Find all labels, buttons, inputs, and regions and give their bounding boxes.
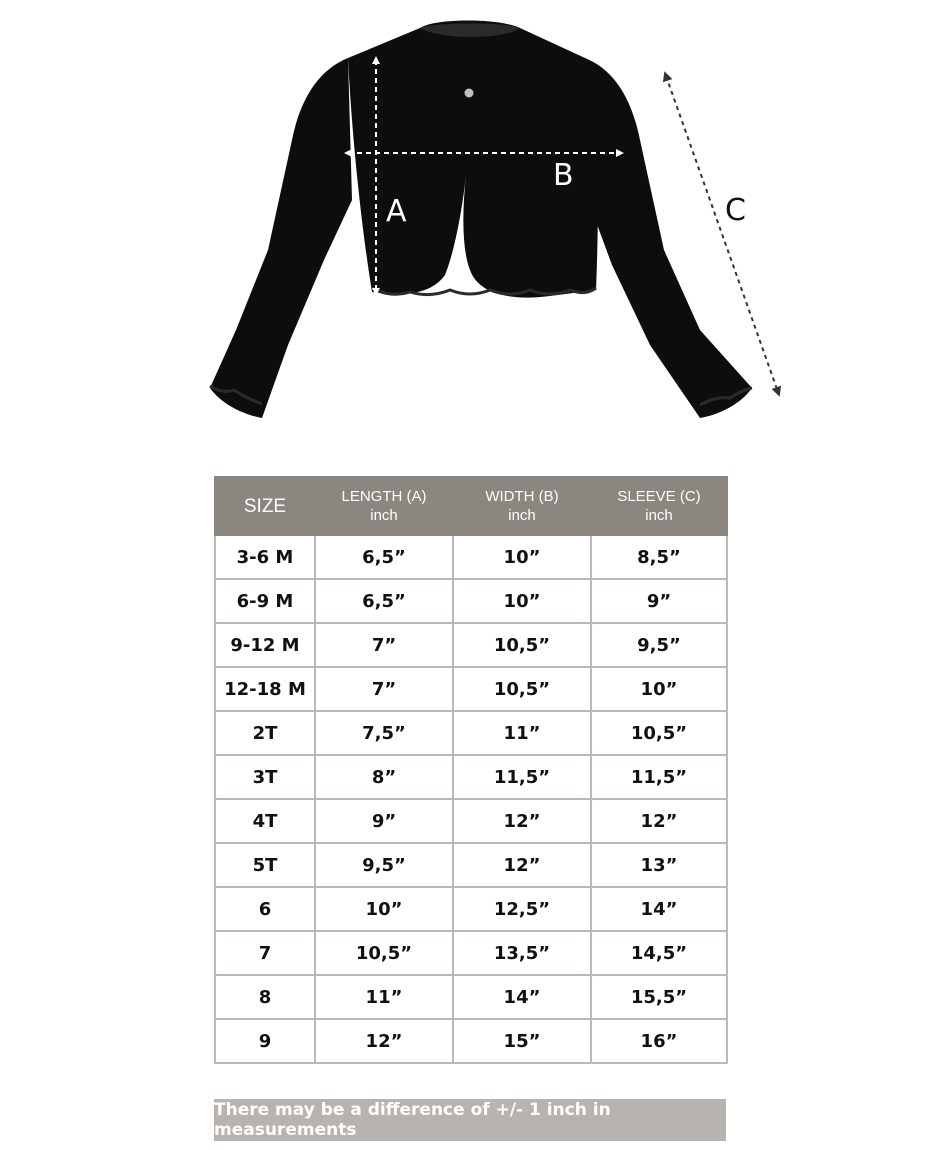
width-cell: 11” xyxy=(453,711,591,755)
length-cell: 11” xyxy=(315,975,453,1019)
sleeve-cell: 11,5” xyxy=(591,755,727,799)
sleeve-cell: 12” xyxy=(591,799,727,843)
width-cell: 11,5” xyxy=(453,755,591,799)
width-cell: 13,5” xyxy=(453,931,591,975)
width-cell: 12” xyxy=(453,843,591,887)
table-row xyxy=(215,667,727,711)
width-cell: 10,5” xyxy=(453,667,591,711)
sleeve-cell: 13” xyxy=(591,843,727,887)
header-row xyxy=(215,477,727,535)
width-cell: 15” xyxy=(453,1019,591,1063)
sleeve-cell: 14,5” xyxy=(591,931,727,975)
left-sleeve xyxy=(210,58,352,418)
size-cell: 6 xyxy=(215,887,315,931)
dimension-label-a: A xyxy=(386,194,407,229)
length-cell: 7” xyxy=(315,667,453,711)
table-row xyxy=(215,623,727,667)
header-width xyxy=(453,477,591,535)
sleeve-cell: 9” xyxy=(591,579,727,623)
table-row xyxy=(215,931,727,975)
table-row xyxy=(215,799,727,843)
header-width-unit: inch xyxy=(508,507,536,524)
header-sleeve-unit: inch xyxy=(645,507,673,524)
length-cell: 7,5” xyxy=(315,711,453,755)
sleeve-cell: 10,5” xyxy=(591,711,727,755)
measurement-disclaimer: There may be a difference of +/- 1 inch in measurements xyxy=(214,1099,726,1141)
length-cell: 7” xyxy=(315,623,453,667)
dimension-label-b: B xyxy=(553,158,574,193)
size-cell: 5T xyxy=(215,843,315,887)
length-cell: 8” xyxy=(315,755,453,799)
width-cell: 12” xyxy=(453,799,591,843)
table-row xyxy=(215,579,727,623)
table-row xyxy=(215,535,727,579)
size-cell: 3T xyxy=(215,755,315,799)
table-row xyxy=(215,711,727,755)
button xyxy=(465,89,474,98)
dimension-label-c: C xyxy=(725,193,746,228)
length-cell: 9” xyxy=(315,799,453,843)
size-chart-table xyxy=(214,476,728,1064)
width-cell: 10” xyxy=(453,535,591,579)
header-sleeve xyxy=(591,477,727,535)
width-cell: 12,5” xyxy=(453,887,591,931)
sleeve-cell: 8,5” xyxy=(591,535,727,579)
width-cell: 10,5” xyxy=(453,623,591,667)
table-body xyxy=(215,535,727,1063)
right-sleeve xyxy=(585,58,752,418)
header-size-title: SIZE xyxy=(243,495,287,517)
size-cell: 8 xyxy=(215,975,315,1019)
sleeve-cell: 14” xyxy=(591,887,727,931)
header-sleeve-title: SLEEVE (C) xyxy=(617,488,701,505)
width-cell: 10” xyxy=(453,579,591,623)
length-cell: 10” xyxy=(315,887,453,931)
header-length xyxy=(315,477,453,535)
size-cell: 7 xyxy=(215,931,315,975)
length-cell: 10,5” xyxy=(315,931,453,975)
sleeve-cell: 15,5” xyxy=(591,975,727,1019)
table-row xyxy=(215,1019,727,1063)
table-row xyxy=(215,887,727,931)
length-cell: 9,5” xyxy=(315,843,453,887)
header-width-title: WIDTH (B) xyxy=(485,488,559,505)
sleeve-cell: 16” xyxy=(591,1019,727,1063)
length-cell: 6,5” xyxy=(315,579,453,623)
sleeve-cell: 9,5” xyxy=(591,623,727,667)
width-cell: 14” xyxy=(453,975,591,1019)
table-row xyxy=(215,975,727,1019)
table-row xyxy=(215,755,727,799)
header-length-title: LENGTH (A) xyxy=(341,488,427,505)
length-cell: 12” xyxy=(315,1019,453,1063)
header-size xyxy=(215,477,315,535)
size-cell: 3-6 M xyxy=(215,535,315,579)
cardigan-illustration xyxy=(0,0,925,440)
table-row xyxy=(215,843,727,887)
header-length-unit: inch xyxy=(370,507,398,524)
size-cell: 9-12 M xyxy=(215,623,315,667)
size-cell: 12-18 M xyxy=(215,667,315,711)
size-cell: 4T xyxy=(215,799,315,843)
length-cell: 6,5” xyxy=(315,535,453,579)
size-cell: 2T xyxy=(215,711,315,755)
table-header xyxy=(215,477,727,535)
size-cell: 9 xyxy=(215,1019,315,1063)
sleeve-cell: 10” xyxy=(591,667,727,711)
size-cell: 6-9 M xyxy=(215,579,315,623)
